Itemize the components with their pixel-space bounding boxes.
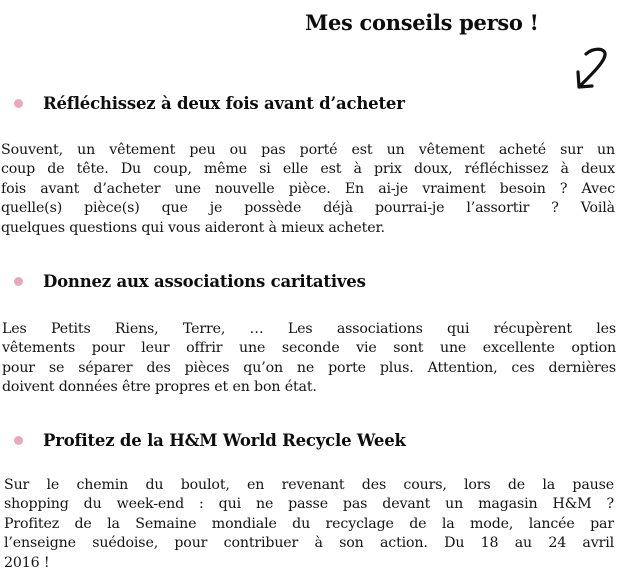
bullet-icon (14, 436, 23, 445)
paragraph-line: Souvent, un vêtement peu ou pas porté est un vêtement acheté sur un (1, 142, 615, 158)
paragraph-recycle-week (4, 476, 614, 573)
bullet-icon (14, 99, 23, 108)
section-heading-recycle-week (14, 431, 406, 450)
heading-text: Donnez aux associations caritatives (43, 272, 366, 291)
paragraph-line: pour se séparer des pièces qu’on ne porte plus. Attention, ces dernières (2, 359, 616, 376)
paragraph-line: l’enseigne suédoise, pour contribuer à son action. Du 18 au 24 avril (4, 535, 614, 552)
paragraph-line: coup de tête. Du coup, même si elle est à prix doux, réfléchissez à deux (1, 161, 615, 178)
paragraph-line: 2016 ! (4, 554, 50, 571)
bullet-icon (14, 277, 23, 286)
paragraph-line: Les Petits Riens, Terre, … Les associations qui récupèrent les (2, 321, 616, 337)
paragraph-line: vêtements pour leur offrir une seconde vie sont une excellente option (2, 340, 616, 357)
paragraph-think-twice (1, 141, 615, 238)
section-heading-think-twice (14, 94, 405, 113)
paragraph-line: quelques questions qui vous aideront à mieux acheter. (1, 219, 385, 236)
paragraph-line: fois avant d’acheter une nouvelle pièce. En ai-je vraiment besoin ? Avec (1, 180, 615, 197)
heading-text: Réfléchissez à deux fois avant d’acheter (43, 94, 405, 113)
paragraph-line: shopping du week-end : qui ne passe pas devant un magasin H&M ? (4, 496, 614, 513)
heading-text: Profitez de la H&M World Recycle Week (43, 431, 406, 450)
page-title: Mes conseils perso ! (305, 10, 539, 35)
paragraph-donate (2, 320, 616, 398)
curved-arrow-icon (572, 44, 614, 92)
section-heading-donate (14, 272, 366, 291)
paragraph-line: quelle(s) pièce(s) que je possède déjà pourrai-je l’assortir ? Voilà (1, 200, 615, 217)
paragraph-line: Sur le chemin du boulot, en revenant des cours, lors de la pause (4, 477, 614, 493)
paragraph-line: doivent données être propres et en bon état. (2, 379, 317, 396)
paragraph-line: Profitez de la Semaine mondiale du recyclage de la mode, lancée par (4, 515, 614, 532)
